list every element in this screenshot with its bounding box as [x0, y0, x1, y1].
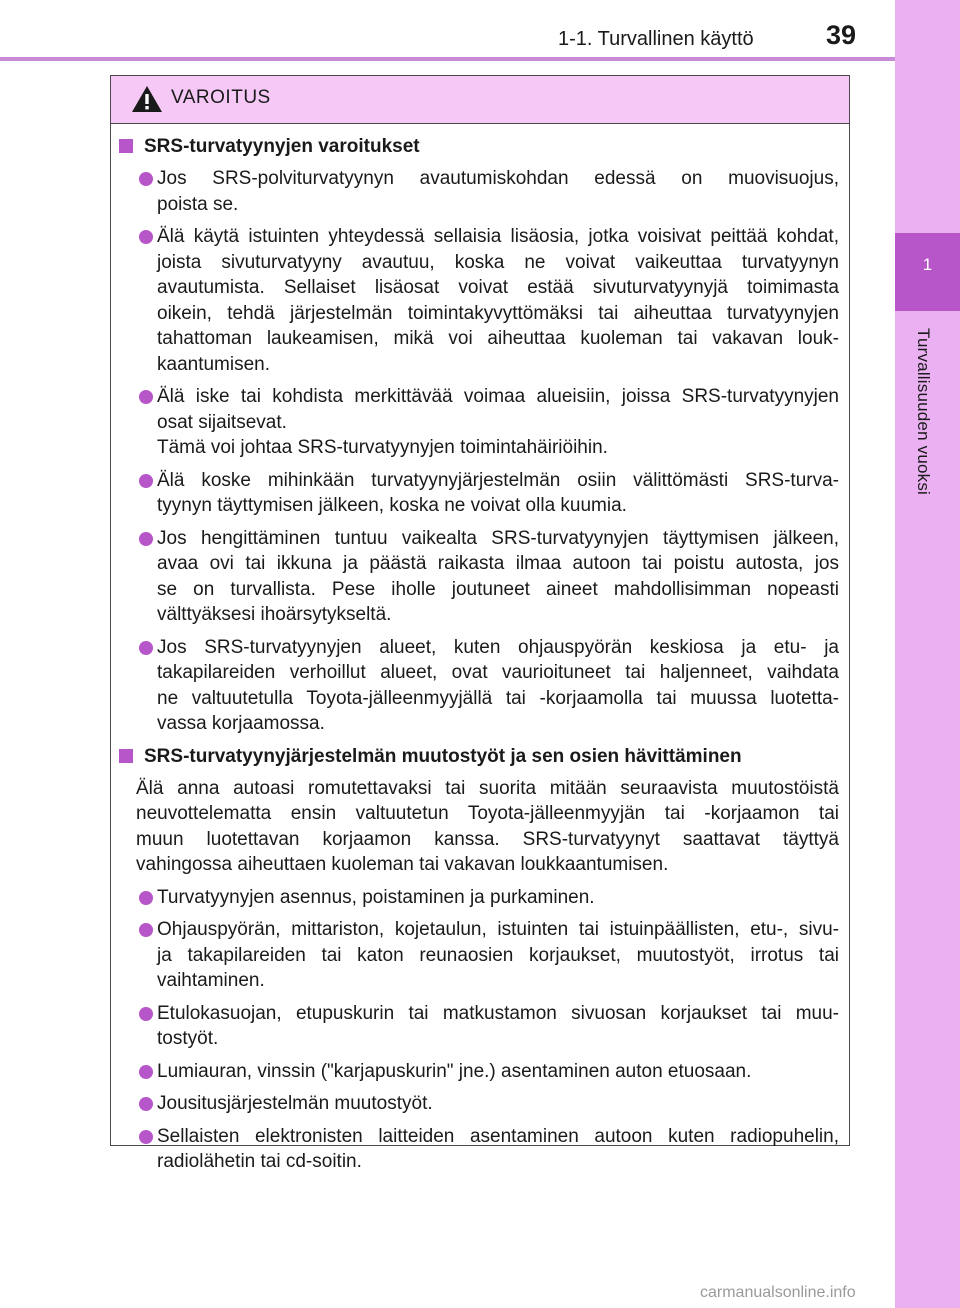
- list-item: [139, 917, 839, 994]
- section-heading-text: SRS-turvatyynyjen varoitukset: [144, 136, 420, 157]
- round-bullet-icon: [139, 1065, 153, 1079]
- round-bullet-icon: [139, 230, 153, 244]
- square-bullet-icon: [119, 139, 133, 153]
- section-title: 1-1. Turvallinen käyttö: [558, 28, 754, 50]
- warning-header: [111, 76, 849, 124]
- text-line: se on turvallista. Pese iholle joutuneet aineet mahdollisimman nopeasti: [157, 578, 839, 600]
- text-line: Ohjauspyörän, mittariston, kojetaulun, istuinten tai istuinpäällisten, etu-, sivu-: [157, 919, 839, 940]
- round-bullet-icon: [139, 390, 153, 404]
- warning-title: VAROITUS: [171, 87, 271, 108]
- round-bullet-icon: [139, 923, 153, 937]
- intro-paragraph: [136, 776, 839, 878]
- section-heading: [118, 134, 849, 160]
- text-line: tyynyn täyttymisen jälkeen, koska ne voivat olla kuumia.: [157, 495, 627, 516]
- watermark: carmanualsonline.info: [700, 1284, 856, 1301]
- round-bullet-icon: [139, 891, 153, 905]
- text-line: Lumiauran, vinssin ("karjapuskurin" jne.) asentaminen auton etuosaan.: [157, 1060, 752, 1082]
- text-line: Turvatyynyjen asennus, poistaminen ja purkaminen.: [157, 886, 595, 908]
- list-item: [139, 166, 839, 217]
- text-line: Jousitusjärjestelmän muutostyöt.: [157, 1093, 433, 1114]
- list-item: [139, 384, 839, 461]
- round-bullet-icon: [139, 1130, 153, 1144]
- text-line: avaa ovi tai ikkuna ja päästä raikasta ilmaa autoon tai poistu autosta, jos: [157, 553, 839, 574]
- chapter-side-tab: [895, 0, 960, 1308]
- round-bullet-icon: [139, 474, 153, 488]
- text-line: osat sijaitsevat.: [157, 411, 287, 433]
- text-line: oikein, tehdä järjestelmän toimintakyvyttömäksi tai aiheuttaa turvatyynyjen: [157, 302, 839, 324]
- round-bullet-icon: [139, 172, 153, 186]
- text-line: Älä koske mihinkään turvatyynyjärjestelmän osiin välittömästi SRS-turva-: [157, 469, 839, 491]
- text-line: kaantumisen.: [157, 353, 271, 375]
- round-bullet-icon: [139, 1097, 153, 1111]
- warning-content: [111, 134, 849, 1182]
- list-item: [139, 1001, 839, 1052]
- text-line: Jos hengittäminen tuntuu vaikealta SRS-turvatyynyjen täyttymisen jälkeen,: [157, 527, 839, 549]
- text-line: Jos SRS-polviturvatyynyn avautumiskohdan edessä on muovisuojus,: [157, 168, 839, 189]
- text-line: vahingossa aiheuttaen kuoleman tai vakavan loukkaantumisen.: [136, 854, 669, 875]
- chapter-label: Turvallisuuden vuoksi: [914, 328, 933, 496]
- text-line: vassa korjaamossa.: [157, 713, 325, 734]
- section-heading: [118, 744, 849, 770]
- page-number: 39: [826, 20, 857, 50]
- text-line: Etulokasuojan, etupuskurin tai matkustamon sivuosan korjaukset tai muu-: [157, 1002, 839, 1024]
- section-heading-text: SRS-turvatyynyjärjestelmän muutostyöt ja sen osien hävittäminen: [144, 745, 742, 767]
- text-line: Sellaisten elektronisten laitteiden asentaminen autoon kuten radiopuhelin,: [157, 1125, 839, 1147]
- list-item: [139, 1091, 839, 1117]
- text-line: tostyöt.: [157, 1028, 219, 1049]
- round-bullet-icon: [139, 641, 153, 655]
- header-rule: [0, 57, 895, 61]
- square-bullet-icon: [119, 749, 133, 763]
- list-item: [139, 1059, 839, 1085]
- text-line: Älä iske tai kohdista merkittävää voimaa alueisiin, joissa SRS-turvatyynyjen: [157, 386, 839, 407]
- list-item: [139, 635, 839, 737]
- list-item: [139, 526, 839, 628]
- text-line: vaihtaminen.: [157, 970, 265, 991]
- text-line: neuvottelematta ensin valtuutetun Toyota-jälleenmyyjän tai -korjaamon tai: [136, 803, 839, 824]
- text-line: Älä anna autoasi romutettavaksi tai suorita mitään seuraavista muutostöistä: [136, 777, 839, 799]
- text-line: ja takapilareiden tai katon reunaosien korjaukset, muutostyöt, irrotus tai: [157, 944, 839, 966]
- text-line: Älä käytä istuinten yhteydessä sellaisia lisäosia, jotka voisivat peittää kohdat,: [157, 226, 839, 247]
- list-item: [139, 1124, 839, 1175]
- text-line: takapilareiden verhoillut alueet, ovat vaurioituneet tai haljenneet, vaihdata: [157, 662, 839, 683]
- text-line: poista se.: [157, 193, 239, 215]
- text-line: välttyäksesi ihoärsytykseltä.: [157, 604, 392, 625]
- text-line: Jos SRS-turvatyynyjen alueet, kuten ohjauspyörän keskiosa ja etu- ja: [157, 636, 839, 658]
- list-item: [139, 468, 839, 519]
- text-line: avautumista. Sellaiset lisäosat voivat estää sivuturvatyynyjä toimimasta: [157, 277, 839, 298]
- list-item: [139, 885, 839, 911]
- text-line: ne valtuutetulla Toyota-jälleenmyyjällä tai -korjaamolla tai muussa luotetta-: [157, 687, 839, 709]
- warning-box: [110, 75, 850, 1172]
- list-item: [139, 224, 839, 377]
- text-line: radiolähetin tai cd-soitin.: [157, 1151, 362, 1172]
- text-line: tahattoman laukeamisen, mikä voi aiheuttaa kuoleman tai vakavan louk-: [157, 328, 839, 349]
- text-line: muun luotettavan korjaamon kanssa. SRS-turvatyynyt saattavat täyttyä: [136, 828, 839, 850]
- round-bullet-icon: [139, 532, 153, 546]
- text-line: joista sivuturvatyyny avautuu, koska ne voivat vaikeuttaa turvatyynyn: [157, 251, 839, 273]
- round-bullet-icon: [139, 1007, 153, 1021]
- text-line: Tämä voi johtaa SRS-turvatyynyjen toimintahäiriöihin.: [157, 437, 608, 458]
- chapter-number: 1: [922, 255, 933, 274]
- warning-triangle-icon: [131, 85, 163, 113]
